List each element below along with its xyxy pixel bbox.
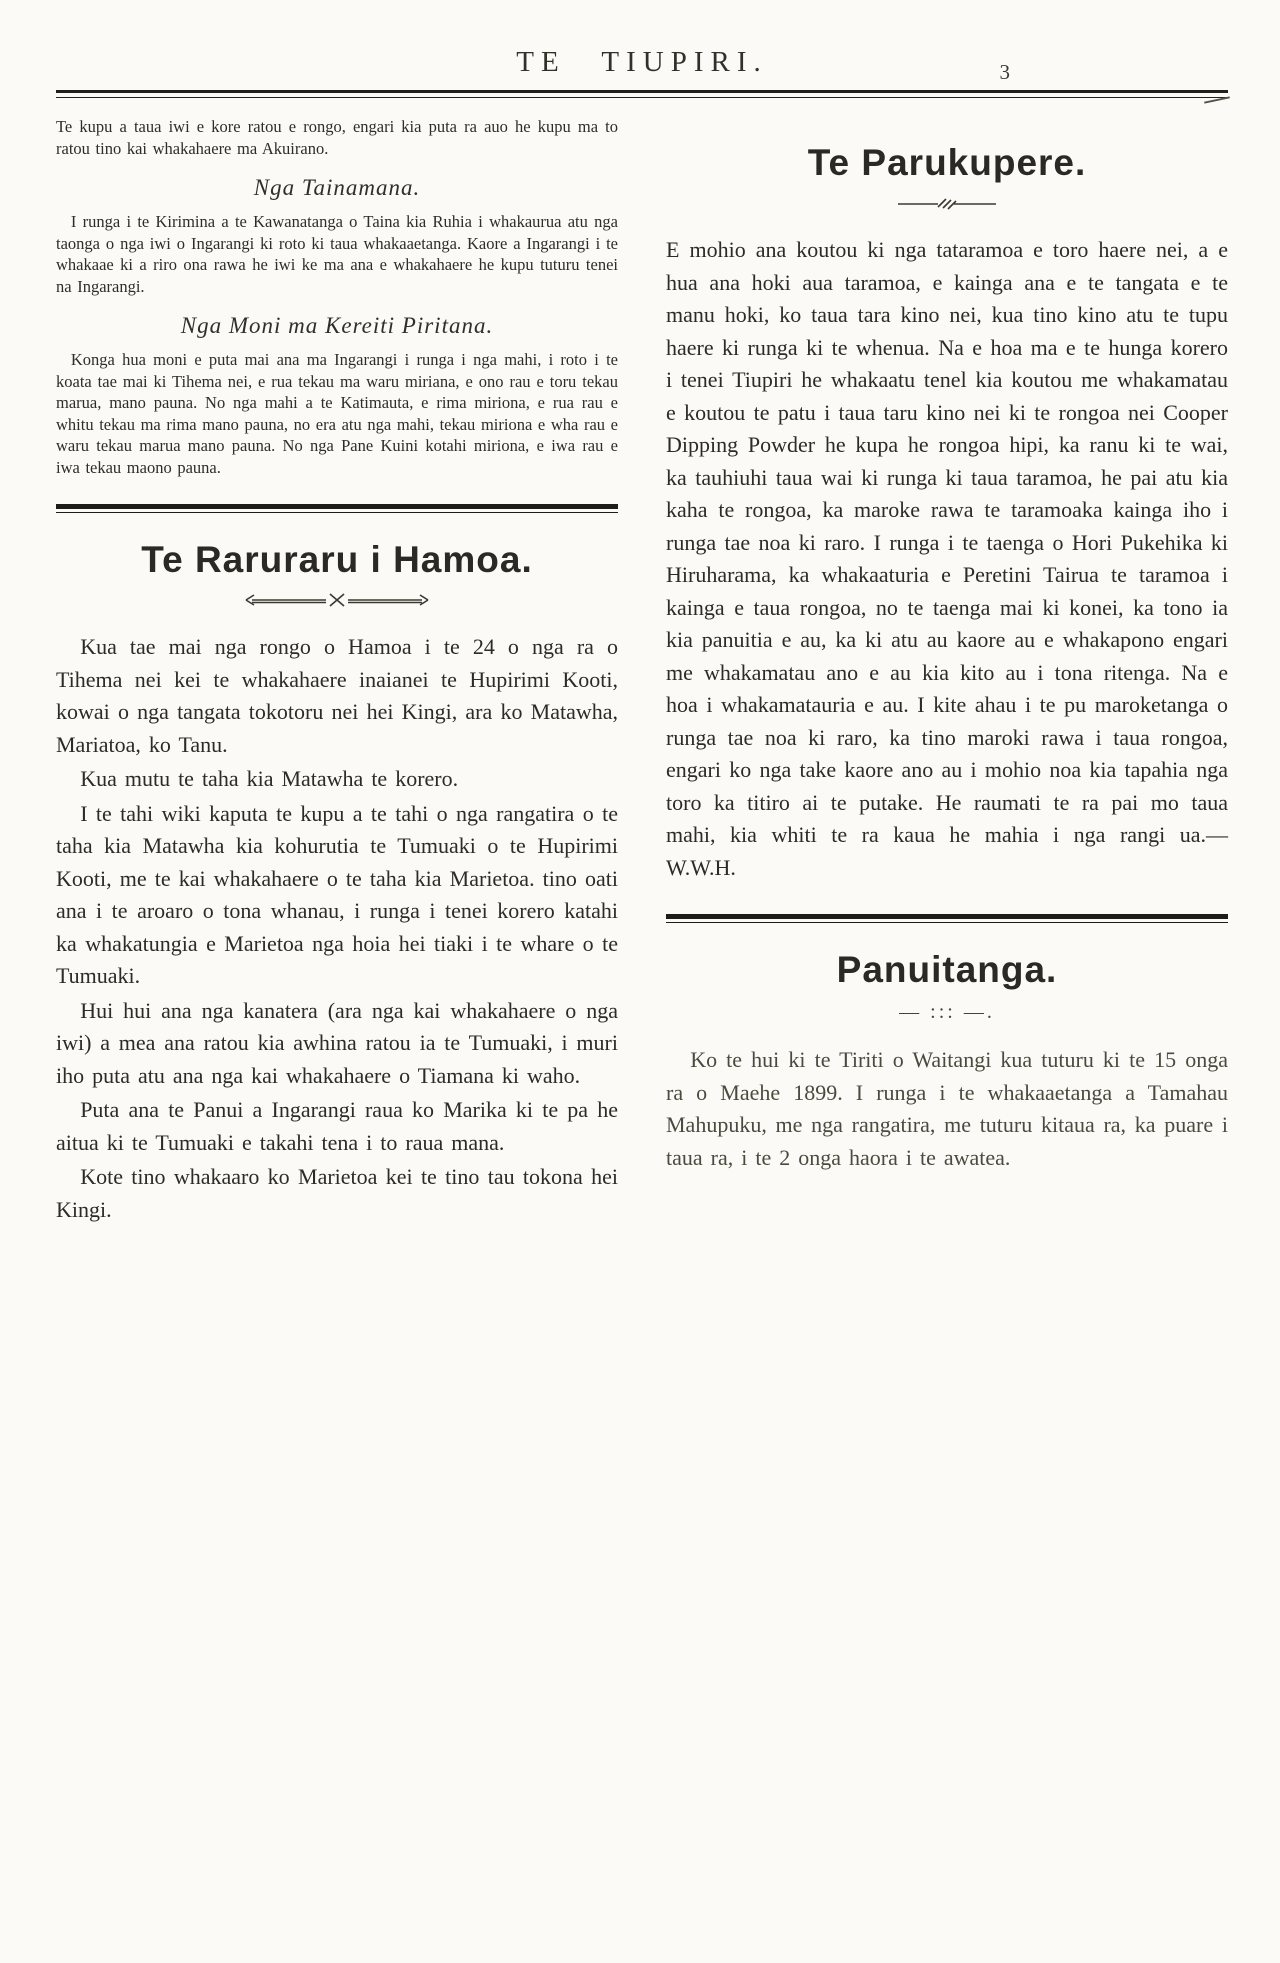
hamoa-paragraph: Kua tae mai nga rongo o Hamoa i te 24 o nga ra o Tihema nei kei te whakahaere inaianei te Hupirimi Kooti, kowai o nga tangata tokotoru nei hei Kingi, ara ko Matawha, Mariatoa, ko Tanu.	[56, 634, 618, 757]
masthead	[56, 38, 1228, 90]
squiggle-ornament	[666, 194, 1228, 214]
arrow-x-ornament	[56, 591, 618, 611]
hamoa-paragraph: Puta ana te Panui a Ingarangi raua ko Marika ki te pa he aitua ki te Tumuaki e takahi tena i to raua mana.	[56, 1097, 618, 1155]
section-heading-tainamana: Nga Tainamana.	[253, 175, 421, 200]
page-number: 3	[999, 60, 1010, 84]
continuation-paragraph: Te kupu a taua iwi e kore ratou e rongo, engari kia puta ra auo he kupu ma to ratou tino kai whakahaere ma Akuirano.	[56, 117, 618, 158]
panuitanga-body: Ko te hui ki te Tiriti o Waitangi kua tuturu ki te 15 onga ra o Maehe 1899. I runga i te whakaaetanga a Tamahau Mahupuku, me nga rangatira, me tuturu kitaua ra, ka puare i taua ra, i te 2 onga haora i te awatea.	[666, 1047, 1228, 1170]
hamoa-paragraph: Kua mutu te taha kia Matawha te korero.	[80, 766, 459, 791]
tainamana-body: I runga i te Kirimina a te Kawanatanga o Taina kia Ruhia i whakaurua atu nga taonga o nga iwi o Ingarangi ki roto ki taua whakaaetanga. Kaore a Ingarangi i te whakaae ki a riro ona rawa he iwi ke ma ana e whakahaere he kupu tuturu tenei na Ingarangi.	[56, 212, 618, 296]
article-heading-panuitanga: Panuitanga.	[836, 949, 1058, 990]
moni-body: Konga hua moni e puta mai ana ma Ingarangi i runga i nga mahi, i roto i te koata tae mai ki Tihema nei, e rua tekau ma waru miriana, e ono rau e toru tekau marua, mano pauna. No nga mahi a te Katimauta, e rima miriona, e rua rau e whitu tekau ma rima mano pauna, no era atu nga mahi, tekau miriona e wha rau e waru tekau marua mano pauna. No nga Pane Kuini kotahi miriona, e iwa rau e iwa tekau maono pauna.	[56, 350, 618, 477]
panuitanga-ornament: — ::: —.	[899, 1001, 995, 1023]
right-divider-rule	[666, 914, 1228, 923]
masthead-double-rule	[56, 90, 1228, 98]
section-heading-moni: Nga Moni ma Kereiti Piritana.	[180, 313, 494, 338]
hamoa-paragraph: Hui hui ana nga kanatera (ara nga kai whakahaere o nga iwi) a mea ana ratou kia awhina ratou ia te Tumuaki, i muri iho puta atu ana nga kai whakahaere o Tiamana ki waho.	[56, 997, 618, 1088]
article-heading-parukupere: Te Parukupere.	[807, 142, 1087, 183]
article-heading-hamoa: Te Raruraru i Hamoa.	[141, 539, 533, 580]
page-columns	[56, 116, 1228, 1228]
rule-end-flourish	[1204, 96, 1230, 103]
hamoa-paragraph: I te tahi wiki kaputa te kupu a te tahi o nga rangatira o te taha kia Matawha kia kohurutia te Tumuaki o te Hupirimi Kooti, me te kai whakahaere o te taha kia Marietoa. tino oati ana i te aroaro o tona whanau, i runga i tenei korero katahi ka whakatungia e Marietoa nga hoia hei tiaki i te whare o te Tumuaki.	[56, 800, 618, 988]
right-column	[666, 116, 1228, 1176]
hamoa-paragraph: Kote tino whakaaro ko Marietoa kei te tino tau tokona hei Kingi.	[56, 1164, 618, 1222]
parukupere-body: E mohio ana koutou ki nga tataramoa e toro haere nei, a e hua ana hoki aua taramoa, e kainga ana e te tangata e te manu hoki, ko taua tara kino nei, kua tino kino atu te tupu haere ki runga ki te whenua. Na e hoa ma e te hunga korero i tenei Tiupiri he whakaatu tenel kia koutou me whakamatau e koutou te patu i taua taru kino nei ki te rongoa nei Cooper Dipping Powder he kupa he rongoa hipi, ka ranu ki te wai, ka tauhiuhi taua wai ki runga ki taua taramoa, he pai atu kia kaha te rongoa, ka maroke rawa te taramoaka kainga iho i runga tae noa ki raro. I runga i te taenga o Hori Pukehika ki Hiruharama, ka whakaaturia e Peretini Tairua te taramoa i kainga e taua rongoa, no te taenga mai ki konei, ka tono ia kia panuitia e au, ka ki atu au kaore au e whakapono engari me whakamatau ano e au kia kito au i tona ritenga. Na e hoa i whakamatauria e au. I kite ahau i te pu maroketanga o runga tae noa ki raro, ka tino maroki rawa i taua rongoa, engari ko nga take kaore ano au i mohio noa kia tapahia nga toro ka titiro ai te putake. He raumati te ra pai mo taua mahi, kia whiti te ra kaua he mahia i nga rangi ua.— W.W.H.	[666, 237, 1228, 880]
left-column	[56, 116, 618, 1228]
newspaper-title: TE TIUPIRI.	[516, 46, 768, 78]
section-divider-rule	[56, 504, 618, 513]
